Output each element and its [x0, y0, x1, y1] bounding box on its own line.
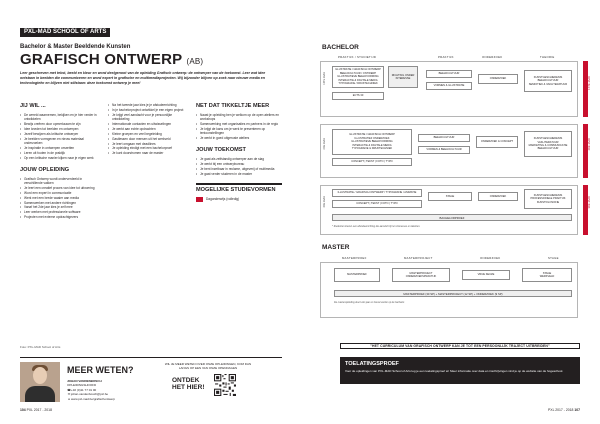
col-head-praktijk-studietijd: PRAKTIJK / STUDIETIJD — [338, 55, 377, 59]
tikkeltje-list — [196, 113, 282, 141]
page-number: 104 — [20, 408, 26, 412]
qr-code-icon[interactable] — [214, 374, 236, 396]
b1-main-cell: ILLUSTRATIE / GRAFISCH ONTWERP BEELDCULTUUR / ONTWERP ILLUSTRATIEVE BEELDVORMING INTERACTIE & DIGITALE MEDIA TYPOGRAFIE / DRUKTECHNIEK — [332, 66, 384, 88]
heading-tikkeltje-meer: NET DAT TIKKELTJE MEER — [196, 103, 270, 109]
list-item: • Kleine groepen en veel begeleiding — [108, 132, 188, 136]
contact-details — [67, 379, 115, 401]
meer-weten-heading: MEER WETEN? — [67, 365, 134, 375]
page-number: 107 — [574, 408, 580, 412]
toelatingsproef-heading: TOELATINGSPROEF — [345, 361, 399, 367]
list-item: • Je krijgt de kans om je werk te presenteren op tentoonstellingen — [196, 127, 282, 136]
opleiding-list — [20, 177, 100, 220]
list-item: • Je beelden vormgeven en nieuw materiaal onderzoeken — [20, 137, 100, 146]
contact-web[interactable]: ●www.pxl-mad.be/grafischontwerp — [68, 396, 116, 401]
globe-icon: ● — [68, 396, 70, 401]
bachelor-heading: BACHELOR — [322, 44, 359, 51]
body-columns — [20, 103, 282, 341]
list-item: • Je leert een creatief proces van idee tot uitvoering — [20, 186, 100, 190]
b2-sub-cell: CONCEPT | TEKST | FOTO | TYPO — [332, 158, 412, 166]
list-item: • Grafisch Ontwerp wordt onderverdeeld in verschillende vakken — [20, 177, 100, 186]
phone-icon: ☎ — [67, 387, 71, 392]
program-subtitle: Bachelor & Master Beeldende Kunsten — [20, 44, 131, 50]
b1-onderzoek-cell: ONDERZOEK — [478, 74, 518, 84]
column-1 — [20, 103, 100, 220]
m-summary-strip: MASTERPROEF (30 SP) + MASTERPROJECT (12 SP) + ONDERZOEK (9 SP) — [334, 290, 572, 297]
b1-fact-cell: ECTS 30 — [332, 92, 384, 100]
divider — [196, 183, 282, 185]
list-item: • Je leert omgaan met deadlines — [108, 142, 188, 146]
b3-onderzoek-cell: ONDERZOEK — [478, 192, 518, 201]
b2-prak2-cell: VORMEN & BEELDCULTUUR — [418, 146, 470, 154]
master-col-head-2: MASTERPROJECT — [404, 256, 433, 260]
ontdek-cta[interactable]: ONTDEK HET HIER! — [172, 377, 205, 391]
b2-prak1-cell: BEELDCULTUUR — [418, 134, 470, 142]
b3-theorie-cell: KUNSTGESCHIEDENIS PROFESSIONELE PRAKTIJK KUNSTFILOSOFIE — [524, 189, 572, 209]
b1-sub-cell: RICHTING ONDER INTERESSE — [388, 66, 418, 88]
mail-icon: ✉ — [67, 392, 71, 397]
list-item: • Leer werken met professionele software — [20, 210, 100, 214]
list-item: • Leren uit fouten in de praktijk — [20, 151, 100, 155]
list-item: • Je opleiding eindigt met een bachelorproef — [108, 146, 188, 150]
toekomst-list — [196, 157, 282, 176]
jij-wil-list — [20, 113, 100, 160]
list-item: • Je gaat als zelfstandig ontwerper aan de slag — [196, 157, 282, 161]
heading-jouw-opleiding: JOUW OPLEIDING — [20, 166, 70, 173]
year-3-side-tab — [583, 185, 588, 235]
b3-stage-cell: STAGE — [428, 192, 472, 201]
master-col-head-4: STAGE — [548, 256, 559, 260]
school-banner: PXL-MAD SCHOOL OF ARTS — [20, 28, 110, 37]
footer-right — [548, 408, 580, 412]
list-item: • In je bachelorproject ontwikkel je een eigen project — [108, 108, 188, 112]
list-item: • Bewijs creëren door opmerkzaam te zijn — [20, 122, 100, 126]
toelatingsproef-box — [340, 357, 580, 384]
b2-main-cell: ILLUSTRATIE / GRAFISCH ONTWERP ILLUSTRATIEF ONDERZOEK ILLUSTRATIEVE BEELDVORMING INTERACTIE & DIGITALE MEDIA TYPOGRAFIE & DRUKTECHNIEK — [332, 129, 412, 155]
title-abbreviation: (AB) — [186, 57, 204, 66]
studievorm-label: Dagonderwijs (volledig) — [206, 197, 240, 202]
opendag-text: WIL JE MEER WETEN OVER ONZE OPLEIDINGEN, KOM DAN LANGS OP EEN VAN ONZE OPENDAGEN — [164, 362, 252, 371]
b3-sub-cell: CONCEPT | TEKST | FOTO | TYPO — [332, 200, 422, 208]
master-heading: MASTER — [322, 244, 350, 251]
list-item: • Werk met een brede waaier aan media — [20, 196, 100, 200]
b1-prak2-cell: VORMEN & ILLUSTRATIE — [426, 82, 472, 90]
list-item: • Vanaf het 2de jaar kies je zelf mee — [20, 205, 100, 209]
year-1-side-label: 1STE JAAR — [588, 76, 591, 90]
list-item: • Projecten met externe opdrachtgevers — [20, 215, 100, 219]
list-item: • Samenwerken met andere richtingen — [20, 201, 100, 205]
page-title — [20, 51, 203, 68]
list-item: • Je inspiratie in ontwerpen omzetten — [20, 146, 100, 150]
list-item: • Samenwerking met organisaties en partners in de regio — [196, 122, 282, 126]
right-page — [300, 0, 600, 424]
col-head-theorie: THEORIE — [540, 55, 555, 59]
b3-bachelorproef-strip: BACHELORPROEF — [332, 214, 572, 221]
title-text: GRAFISCH ONTWERP — [20, 51, 183, 68]
curriculum-quote: "HET CURRICULUM VAN GRAFISCH ONTWERP KAN JE TOT EEN PERSOONLIJK TRAJECT UITBREIDEN" — [340, 343, 580, 349]
list-item: • Je gaat verder studeren in de master — [196, 172, 282, 176]
col-head-praktijk: PRAKTIJK — [438, 55, 454, 59]
tag-marker-icon — [196, 197, 203, 202]
b3-note: * Studenten kiezen een afstudeerrichting die aansluit bij hun interesses en talenten. — [332, 225, 421, 228]
list-item: • Gastlessen door mensen uit het werkveld — [108, 137, 188, 141]
master-col-head-1: MASTERPROEF — [342, 256, 367, 260]
year-1-label: 1STE JAAR — [323, 72, 326, 85]
m-stage-cell: STAGE WERKVELD — [522, 268, 572, 282]
contact-email[interactable]: ✉johan.vandenbosch@pxl.be — [67, 392, 109, 397]
list-item: • Op een kritische manier kijken naar je eigen werk — [20, 156, 100, 160]
list-item: • Je kunt doorstromen naar de master — [108, 151, 188, 155]
contact-role: OPLEIDINGSHOOFD — [67, 383, 97, 388]
heading-jouw-toekomst: JOUW TOEKOMST — [196, 147, 246, 154]
m-vrije-keuze-cell: VRIJE KEUZE — [462, 270, 510, 280]
b2-onderzoek-cell: ONDERZOEK & CONCEPT — [476, 136, 518, 148]
b1-theorie-cell: KUNSTGESCHIEDENIS BEELDCULTUUR SEMIOTIEK & VAKLITERATUUR — [524, 70, 572, 92]
avatar — [20, 362, 60, 402]
list-item: • Naast je opleiding ben je welkom op de open ateliers en workshops — [196, 113, 282, 122]
list-item: • Idee kneden tot beelden en ontwerpen — [20, 127, 100, 131]
list-item: • Internationale contacten en uitwisselingen — [108, 122, 188, 126]
publication-label: PXL 2017 - 2018 — [548, 408, 574, 412]
column-3 — [196, 103, 282, 202]
list-item: • Jezelf bewijzen als kritische ontwerper — [20, 132, 100, 136]
year-2-side-tab — [583, 124, 588, 178]
m-masterproject-cell: MASTERPROJECT ONDERZOEKSPRAKTIJK — [392, 268, 450, 282]
heading-jij-wil: JIJ WIL ... — [20, 103, 46, 109]
master-col-head-3: ONDERZOEK — [480, 256, 501, 260]
b3-main-cell: ILLUSTRATIE / GRAFISCH ONTWERP / TYPOGRAFIE / ANIMATIE — [332, 189, 422, 197]
list-item: • Je werkt in goed uitgeruste ateliers — [196, 136, 282, 140]
b1-prak1-cell: BEELDCULTUUR — [426, 70, 472, 78]
column-2 — [108, 103, 188, 156]
heading-studievormen: MOGELIJKE STUDIEVORMEN — [196, 186, 276, 193]
photo-caption: Foto: PXL-MAD School of Arts — [20, 345, 61, 349]
footer-left — [20, 408, 52, 412]
m-masterproef-cell: MASTERPROEF — [334, 268, 380, 282]
year-2-label: 2DE JAAR — [323, 138, 326, 150]
contact-phone[interactable]: ☎+32 (0)11 77 01 00 — [67, 387, 97, 392]
list-item: • Je bent inzetbaar in reclame, uitgeverij of multimedia — [196, 167, 282, 171]
year-3-side-label: 3DE JAAR — [588, 196, 591, 209]
studievorm-tag — [196, 197, 282, 202]
list-item: • Je krijgt veel aandacht voor je persoonlijke ontwikkeling — [108, 113, 188, 122]
contact-name: JOHAN VANDENBOSCH — [67, 379, 102, 383]
contact-section — [20, 357, 282, 401]
list-item: • Je werkt bij een ontwerpbureau — [196, 162, 282, 166]
m-note: De masteropleiding duurt één jaar en bouwt verder op de bachelor. — [334, 301, 405, 304]
toelatingsproef-text: Voor de opleidingen van PXL-MAD School of Arts leg je een toelatingsproef af. Meer informatie over data en inschrijvingen vind je op de website van de hogeschool. — [345, 369, 564, 373]
list-item: • Na het tweede jaar kies je je afstudeerrichting — [108, 103, 188, 107]
publication-label: PXL 2017 - 2018 — [26, 408, 52, 412]
b2-theorie-cell: KUNSTGESCHIEDENIS VAKLITERATUUR MARKETING & COMMUNICATIE BEELDCULTUUR — [524, 131, 572, 157]
col-head-onderzoek: ONDERZOEK — [482, 55, 503, 59]
lead-paragraph: Leer geschreven met tekst, beeld en kleur en word deelgenoot van de opleiding Grafisch ontwerp: de ontwerper van de toekomst. Leer wat idee ontstaan in beelden die communiceren en word expert in grafische en multimediaprojecten. Wij bijzonder blijven op zoek naar nieuwe media en technologieën en blijven niet stilstaan: deze toekomst ontwerp je mee! — [20, 71, 266, 86]
column-2-list — [108, 103, 188, 156]
year-2-side-label: 2DE JAAR — [588, 138, 591, 151]
list-item: • Je werkt aan echte opdrachten — [108, 127, 188, 131]
year-3-label: 3DE JAAR — [323, 196, 326, 208]
list-item: • Word een expert in communicatie — [20, 191, 100, 195]
list-item: • De wereld waarnemen, bekijken en je hier verder in ontwikkelen — [20, 113, 100, 122]
